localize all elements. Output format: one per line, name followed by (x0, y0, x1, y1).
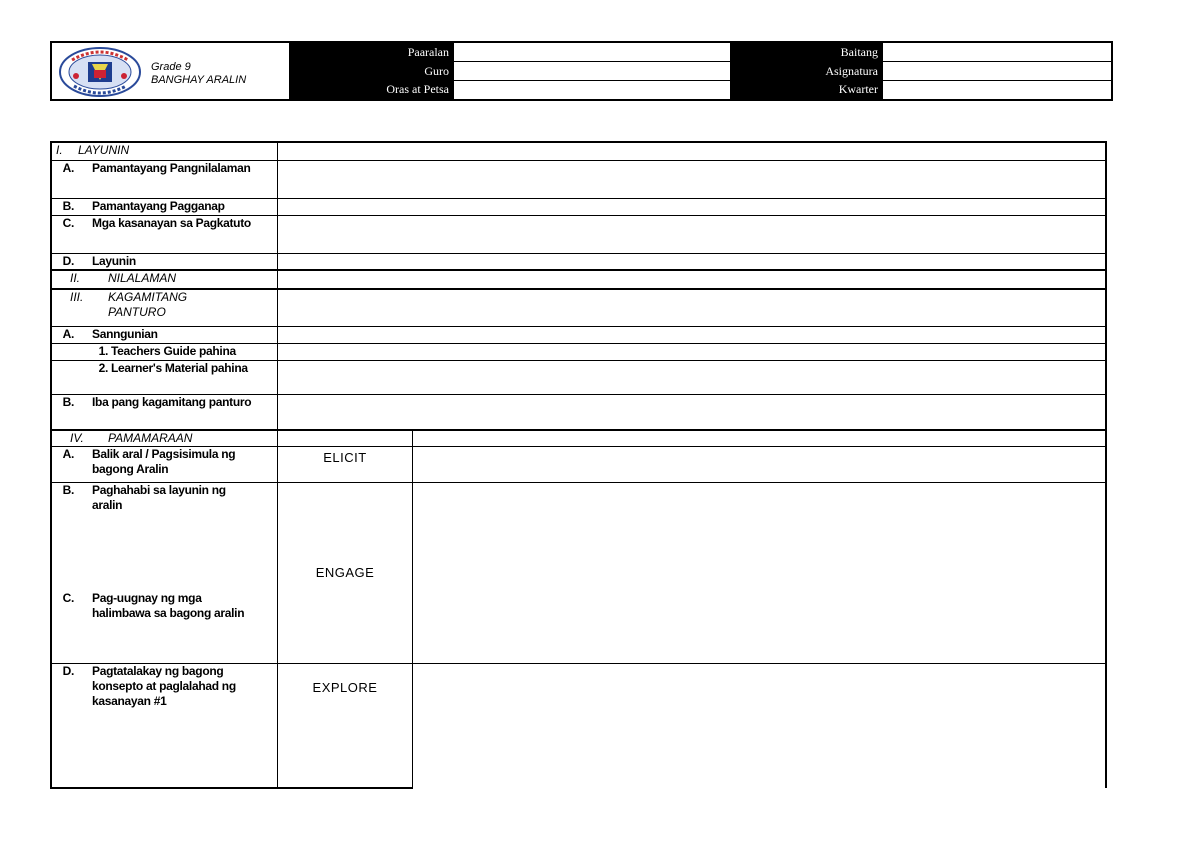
table-row (51, 664, 1106, 788)
iba-pang-content-cell[interactable] (278, 395, 1107, 430)
header-labels-left (289, 43, 453, 99)
item-pagtatalakay: D. Pagtatalakay ng bagong konsepto at paglalahad ng kasanayan #1 (51, 664, 278, 788)
phase-elicit: ELICIT (278, 447, 413, 483)
oras-petsa-field[interactable] (453, 81, 730, 99)
table-row (51, 395, 1106, 430)
engage-content-cell[interactable] (413, 483, 1107, 664)
teachers-guide-content-cell[interactable] (278, 344, 1107, 361)
section-heading-layunin: I. LAYUNIN (51, 142, 278, 160)
deped-seal-icon (58, 46, 142, 98)
oras-petsa-label: Oras at Petsa (386, 82, 449, 97)
phase-header-cell (278, 430, 413, 447)
section-heading-kagamitang-panturo: III. KAGAMITANG PANTURO (51, 289, 278, 327)
asignatura-label: Asignatura (825, 63, 878, 78)
section-row-pamamaraan (51, 430, 1106, 447)
item-learners-material: 2. Learner's Material pahina (51, 361, 278, 395)
section-heading-pamamaraan: IV. PAMAMARAAN (51, 430, 278, 447)
section-title: KAGAMITANG PANTURO (108, 289, 188, 319)
layunin-d-content-cell[interactable] (278, 253, 1107, 270)
guro-field[interactable] (453, 62, 730, 81)
item-pag-uugnay: C. Pag-uugnay ng mga halimbawa sa bagong aralin (51, 591, 278, 664)
baitang-field[interactable] (882, 43, 1111, 62)
item-pamantayang-pangnilalaman: A. Pamantayang Pangnilalaman (51, 160, 278, 198)
table-row (51, 327, 1106, 344)
kwarter-label: Kwarter (838, 82, 878, 97)
section-heading-nilalaman: II. NILALAMAN (51, 270, 278, 289)
header-fields-right (882, 43, 1111, 99)
layunin-content-cell[interactable] (278, 142, 1107, 160)
nilalaman-content-cell[interactable] (278, 270, 1107, 289)
section-title: PAMAMARAAN (108, 430, 193, 445)
header-fields-left (453, 43, 730, 99)
banghay-aralin-label: BANGHAY ARALIN (151, 74, 247, 86)
phase-engage: ENGAGE (278, 483, 413, 664)
table-row (51, 361, 1106, 395)
item-sanngunian: A. Sanngunian (51, 327, 278, 344)
pangnilalaman-content-cell[interactable] (278, 160, 1107, 198)
header-title-block (52, 43, 289, 99)
pagganap-content-cell[interactable] (278, 198, 1107, 215)
kwarter-field[interactable] (882, 81, 1111, 99)
grade-label: Grade 9 (151, 61, 191, 73)
table-row (51, 198, 1106, 215)
balik-aral-content-cell[interactable] (413, 447, 1107, 483)
section-row-nilalaman (51, 270, 1106, 289)
baitang-label: Baitang (840, 45, 878, 59)
pagkatuto-content-cell[interactable] (278, 215, 1107, 253)
lesson-plan-table (50, 141, 1107, 789)
item-layunin: D. Layunin (51, 253, 278, 270)
item-pamantayang-pagganap: B. Pamantayang Pagganap (51, 198, 278, 215)
table-row (51, 253, 1106, 270)
paaralan-label: Paaralan (407, 45, 449, 59)
section-title: NILALAMAN (108, 270, 177, 285)
table-row (51, 344, 1106, 361)
item-paghahabi: B. Paghahabi sa layunin ng aralin (51, 483, 278, 591)
sanngunian-content-cell[interactable] (278, 327, 1107, 344)
pamamaraan-content-cell[interactable] (413, 430, 1107, 447)
section-row-kagamitang-panturo (51, 289, 1106, 327)
section-row-layunin (51, 142, 1106, 160)
asignatura-field[interactable] (882, 62, 1111, 81)
guro-label: Guro (424, 63, 449, 78)
table-row (51, 160, 1106, 198)
table-row (51, 447, 1106, 483)
learners-material-content-cell[interactable] (278, 361, 1107, 395)
section-title: LAYUNIN (78, 143, 130, 157)
item-iba-pang-kagamitan: B. Iba pang kagamitang panturo (51, 395, 278, 430)
table-row (51, 215, 1106, 253)
lesson-plan-header (50, 41, 1113, 101)
explore-content-cell[interactable] (413, 664, 1107, 788)
kagamitang-content-cell[interactable] (278, 289, 1107, 327)
item-kasanayan-pagkatuto: C. Mga kasanayan sa Pagkatuto (51, 215, 278, 253)
paaralan-field[interactable] (453, 43, 730, 62)
item-balik-aral: A. Balik aral / Pagsisimula ng bagong Aralin (51, 447, 278, 483)
header-labels-right (730, 43, 882, 99)
header-title (151, 61, 246, 87)
item-teachers-guide: 1. Teachers Guide pahina (51, 344, 278, 361)
phase-explore: EXPLORE (278, 664, 413, 788)
table-row (51, 483, 1106, 591)
